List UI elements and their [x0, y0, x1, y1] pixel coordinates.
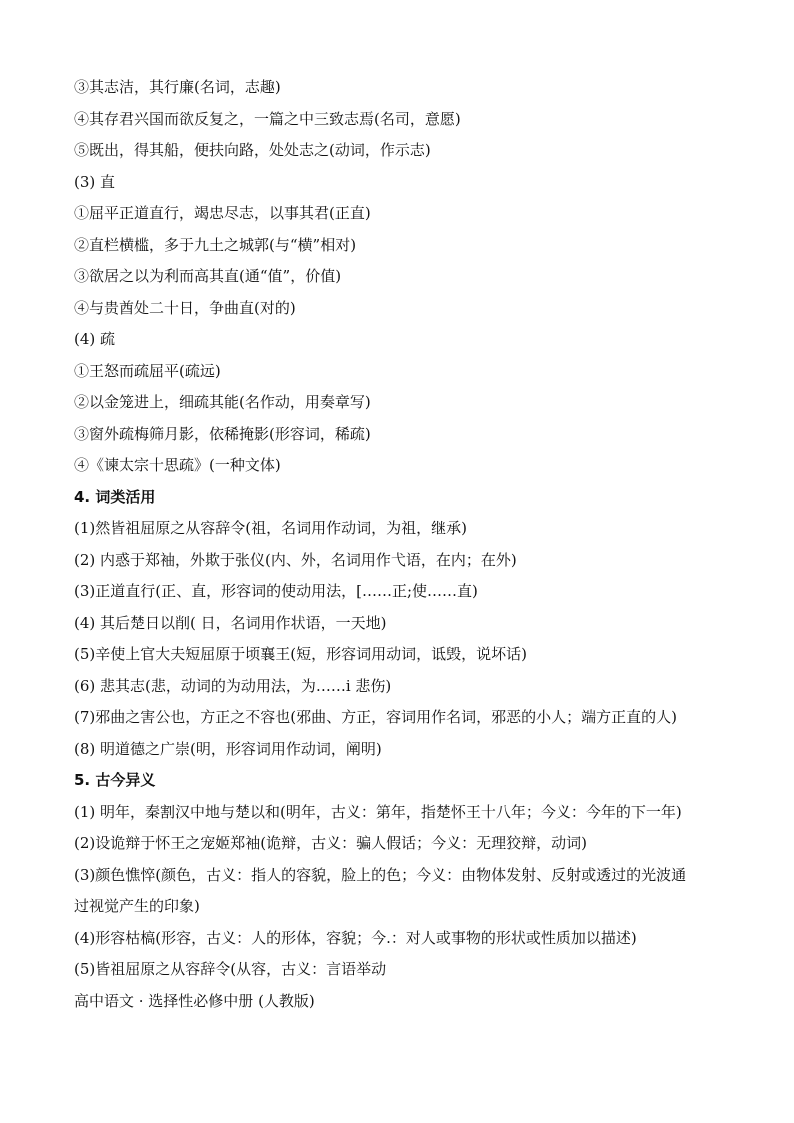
text-line: (3)正道直行(正、直，形容词的使动用法，[……正;使……直) [74, 582, 478, 600]
text-line: ③其志洁，其行廉(名词，志趣) [74, 78, 281, 96]
text-line: (8) 明道德之广崇(明，形容词用作动词，阐明) [74, 739, 382, 758]
text-line: (6) 悲其志(悲，动词的为动用法，为……i 悲伤) [74, 676, 392, 695]
section-heading-ciLei: 4. 词类活用 [74, 487, 156, 506]
text-line: ②直栏横槛，多于九土之城郭(与“横”相对) [74, 235, 357, 254]
text-line: ③欲居之以为利而高其直(通“值”，价值) [74, 267, 342, 285]
text-line: (1)然皆祖屈原之从容辞令(祖，名词用作动词，为祖，继承) [74, 519, 467, 537]
text-line: ④其存君兴国而欲反复之，一篇之中三致志焉(名司，意愿) [74, 109, 461, 128]
text-line: (4) 其后楚日以削( 日，名词用作状语，一天地) [74, 613, 387, 632]
subheading-shu: (4) 疏 [74, 330, 116, 348]
text-line: ④与贵酋处二十日，争曲直(对的) [74, 298, 296, 317]
text-line: ②以金笼进上，细疏其能(名作动，用奏章写) [74, 393, 371, 411]
document-page [74, 72, 734, 1017]
subheading-zhi: (3) 直 [74, 172, 116, 191]
text-line: ①屈平正道直行，竭忠尽志，以事其君(正直) [74, 204, 371, 222]
text-line: (1) 明年，秦割汉中地与楚以和(明年，古义：第年，指楚怀王十八年；今义：今年的下一年) [74, 802, 682, 821]
text-line: (2) 内惑于郑袖，外欺于张仪(内、外，名词用作弋语，在内；在外) [74, 550, 517, 569]
section-heading-gujin: 5. 古今异义 [74, 771, 156, 789]
text-line: ①王怒而疏屈平(疏远) [74, 361, 221, 380]
text-line: ④《谏太宗十思疏》(一种文体) [74, 456, 281, 474]
text-line: (5)辛使上官大夫短屈原于顷襄王(短，形容词用动词，诋毁，说坏话) [74, 645, 527, 663]
page-footer: 高中语文 · 选择性必修中册 (人教版) [74, 991, 315, 1010]
text-line: (5)皆祖屈原之从容辞令(从容，古义：言语举动 [74, 960, 387, 978]
text-line: ③窗外疏梅筛月影，依稀掩影(形容词，稀疏) [74, 424, 371, 443]
text-line: (2)设诡辩于怀王之宠姬郑袖(诡辩，古义：骗人假话；今义：无理狡辩，动词) [74, 834, 587, 852]
text-line: 过视觉产生的印象) [74, 897, 200, 915]
text-line: ⑤既出，得其船，便扶向路，处处志之(动词，作示志) [74, 141, 431, 159]
text-line: (4)形容枯槁(形容，古义：人的形体，容貌；今.：对人或事物的形状或性质加以描述) [74, 928, 637, 947]
text-line: (3)颜色憔悴(颜色，古义：指人的容貌，脸上的色；今义：由物体发射、反射或透过的光波通 [74, 865, 687, 884]
text-line: (7)邪曲之害公也，方正之不容也(邪曲、方正，容词用作名词，邪恶的小人；端方正直的人) [74, 708, 677, 726]
